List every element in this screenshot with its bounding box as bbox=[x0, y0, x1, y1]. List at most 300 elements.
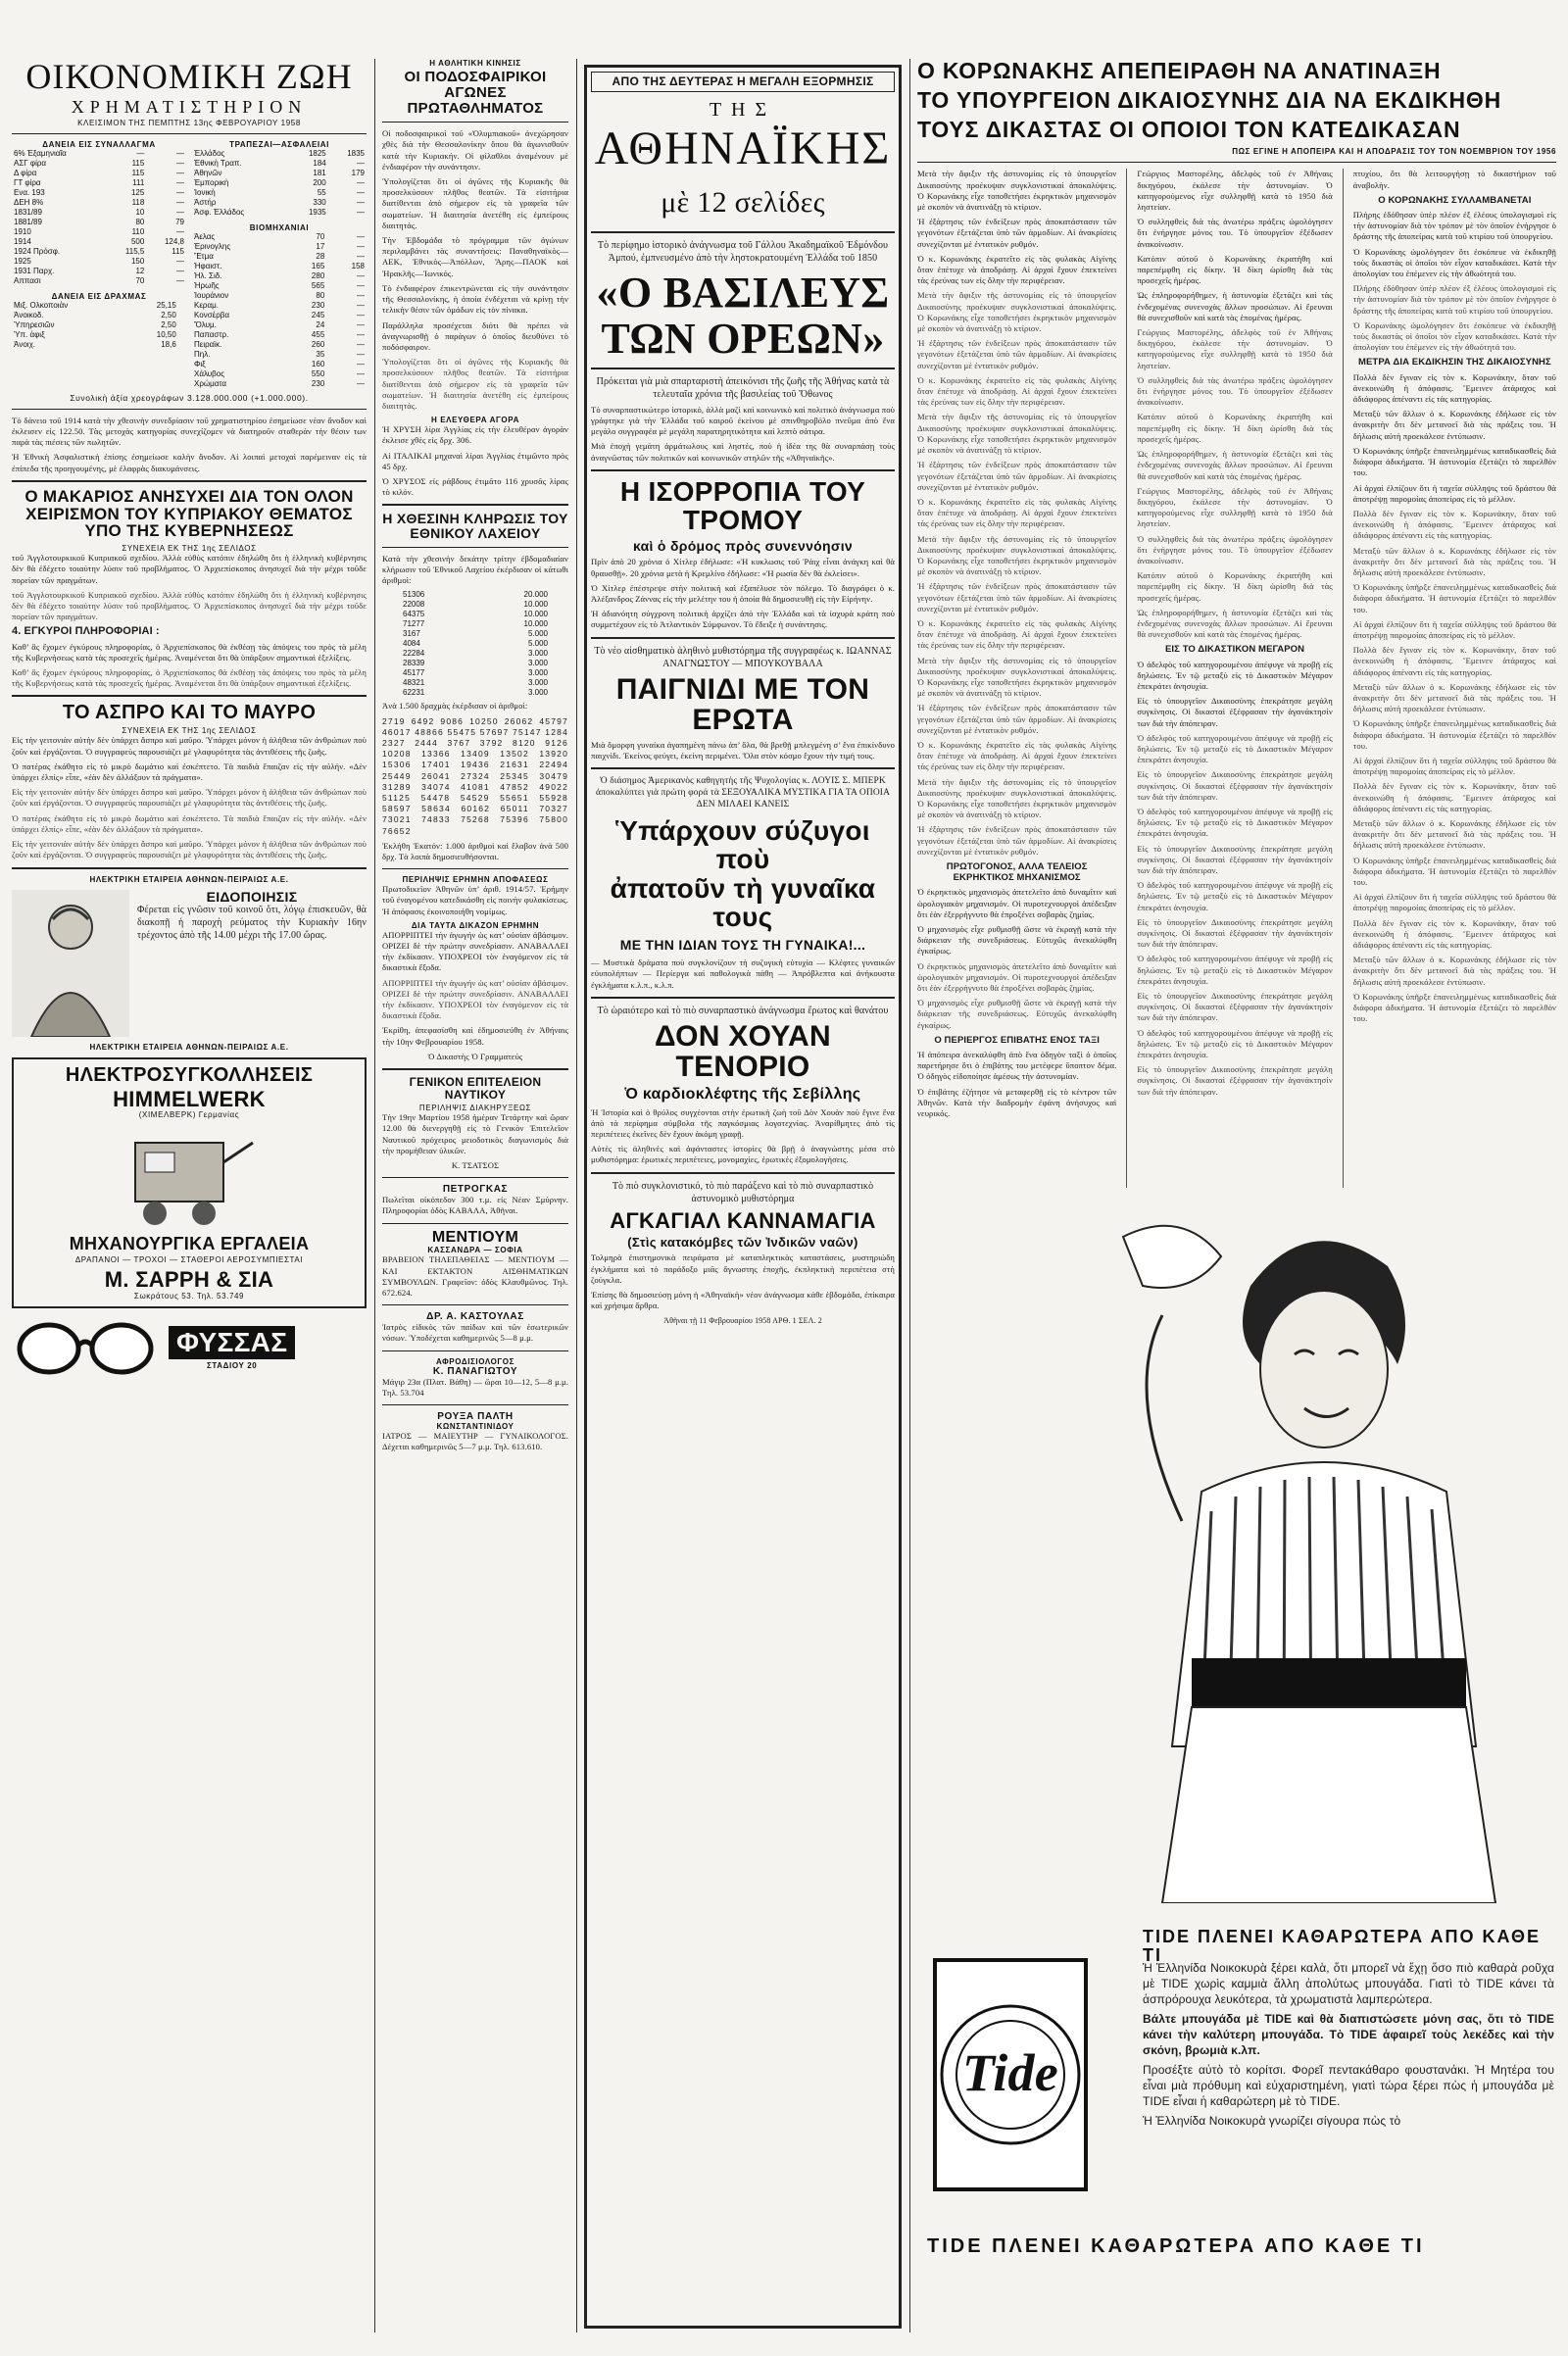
cell-value: 110 bbox=[131, 226, 145, 236]
article-subhead: Ο ΠΕΡΙΕΡΓΟΣ ΕΠΙΒΑΤΗΣ ΕΝΟΣ ΤΑΞΙ bbox=[934, 1034, 1101, 1046]
industry-row bbox=[192, 379, 367, 389]
article-subhead: ΠΡΩΤΟΓΟΝΟΣ, ΑΛΛΑ ΤΕΛΕΙΟΣ ΕΚΡΗΚΤΙΚΟΣ ΜΗΧΑΝΙΣΜΟΣ bbox=[946, 861, 1088, 884]
cell-label: Αππασι bbox=[14, 275, 41, 285]
cell-value: — bbox=[176, 148, 184, 158]
drachma-row bbox=[12, 340, 186, 350]
lottery-row bbox=[401, 659, 550, 668]
cell-value: 5.000 bbox=[527, 629, 548, 639]
cell-value: 565 bbox=[311, 280, 325, 290]
balance-of-terror-subhead: καὶ ὁ δρόμος πρὸς συνεννόησιν bbox=[632, 537, 854, 554]
article-paragraph: Γεώργιος Μαστορέλης, ἀδελφὸς τοῦ ἐν Ἀθήναις δικηγόρου, ἐκάλεσε τὴν ἀστυνομίαν. Ὁ κατηγορούμενος εἶχε συλληφθῇ κατὰ τὸ 1950 διὰ ληστείαν. bbox=[1137, 169, 1333, 213]
article-paragraph: Πολλὰ δὲν ἔγιναν εἰς τὸν κ. Κορωνάκην, ὅταν τοῦ ἀνεκοινώθη ἡ ἀπόφασις. Ἔμεινεν ἀτάραχος καὶ ἀδιάφορος ἀπέναντι εἰς τὰς κατηγορίας. bbox=[1352, 917, 1556, 951]
cell-value: 1825 bbox=[308, 148, 326, 158]
industry-row bbox=[192, 232, 367, 242]
banks-table bbox=[192, 149, 367, 218]
cell-label: Ἰονικὴ bbox=[194, 187, 216, 197]
column-athinaiki-promo bbox=[584, 59, 902, 2334]
cell-value: 260 bbox=[311, 339, 325, 349]
machine-tools-title: ΜΗΧΑΝΟΥΡΓΙΚΑ ΕΡΓΑΛΕΙΑ bbox=[69, 1233, 310, 1253]
cell-value: — bbox=[176, 275, 184, 285]
cell-value: — bbox=[357, 231, 365, 241]
cell-label: 1831/89 bbox=[14, 207, 42, 217]
cell-label: Δ φίρα bbox=[14, 168, 37, 177]
article-paragraph: Εἰς τὸ ὑπουργεῖον Δικαιοσύνης ἐπεκράτησε μεγάλη συγκίνησις. Οἱ δικασταὶ ἐξέφρασαν τὴν ἀγανάκτησίν των διὰ τὴν ἀπόπειραν. bbox=[1137, 769, 1333, 802]
cell-label: 22008 bbox=[403, 600, 425, 610]
article-paragraph: Εἰς τὸ ὑπουργεῖον Δικαιοσύνης ἐπεκράτησε μεγάλη συγκίνησις. Οἱ δικασταὶ ἐξέφρασαν τὴν ἀγανάκτησίν των διὰ τὴν ἀπόπειραν. bbox=[1137, 991, 1333, 1023]
court-paragraph: ΑΠΟΡΡΙΠΤΕΙ τὴν ἀγωγήν ὡς κατ’ οὐσίαν ἀβάσιμον. ΟΡΙΖΕΙ δὲ τὴν πρώτην συνεδρίασιν. ΑΝΑΒΑΛΛΕΙ τὴν ἐκδίκασιν. ΥΠΟΧΡΕΟΙ τὸν ἐναγόμενον εἰς τὰ δικαστικὰ ἔξοδα. bbox=[382, 977, 568, 1021]
article-paragraph: Ἡ ἐξάρτησις τῶν ἐνδείξεων πρὸς ἀποκατάστασιν τῶν γεγονότων ἐξετάζεται ὑπὸ τῶν ἁρμοδίων. Αἱ ἀνακρίσεις συνεχίζονται μὲ ἐντατικὸν ρυθμόν. bbox=[917, 217, 1117, 249]
cell-value: 184 bbox=[313, 158, 326, 168]
article-paragraph: Κατόπιν αὐτοῦ ὁ Κορωνάκης ἐκρατήθη καὶ παρεπέμφθη εἰς δίκην. Ἡ δίκη ὡρίσθη διὰ τὰς προσεχεῖς ἡμέρας. bbox=[1137, 253, 1333, 286]
cell-value: 2,50 bbox=[161, 310, 176, 319]
cell-value bbox=[178, 330, 186, 340]
article-paragraph: Ἡ ἐξάρτησις τῶν ἐνδείξεων πρὸς ἀποκατάστασιν τῶν γεγονότων ἐξετάζεται ὑπὸ τῶν ἁρμοδίων. Αἱ ἀνακρίσεις συνεχίζονται μὲ ἐντατικὸν ρυθμόν. bbox=[917, 824, 1117, 857]
cell-value: 10,50 bbox=[156, 329, 176, 339]
tide-paragraph: Ἡ Ἑλληνίδα Νοικοκυρὰ γνωρίζει σίγουρα πὼς τὸ bbox=[1143, 2114, 1401, 2129]
article-paragraph: Καθ’ ἃς ἔχομεν ἐγκύρους πληροφορίας, ὁ Ἀρχιεπίσκοπος θὰ ἐκθέσῃ τὰς ἀπόψεις του πρὸς τὰ μέλη τῆς Κυβερνήσεως κατὰ τὰς προσεχεῖς ἡμέρας. Ἀναμένεται ὅτι θὰ ὑπάρξουν σημαντικαὶ ἐξελίξεις. bbox=[12, 667, 367, 689]
electric-company-name: ΗΛΕΚΤΡΙΚΗ ΕΤΑΙΡΕΙΑ ΑΘΗΝΩΝ-ΠΕΙΡΑΙΩΣ Α.Ε. bbox=[89, 874, 289, 884]
cell-label: Ὄλυμ. bbox=[194, 319, 217, 329]
promo-paragraph: Τολμηρὰ ἐπιστημονικὰ πειράματα μὲ καταπληκτικὰς καταστάσεις, μυστηριώδη ἐγκλήματα καὶ τὸ παράδοξο μιᾶς ἄγνωστης ἐποχῆς, ἐκπληκτικὴ περιπέτεια στὴ ζούγκλα. bbox=[591, 1252, 895, 1285]
cell-value: 550 bbox=[311, 368, 325, 378]
cell-value: 200 bbox=[313, 177, 326, 187]
cell-label: 1910 bbox=[14, 226, 31, 236]
cell-label: Ἀνοικοδ. bbox=[14, 310, 44, 319]
promo-paragraph: Τὸ περίφημο ἱστορικὸ ἀνάγνωσμα τοῦ Γάλλου Ἀκαδημαϊκοῦ Ἐδμόνδου Ἀμπού, ἐμπνευσμένο ἀπὸ τὴν ληστοκρατουμένη Ἑλλάδα τοῦ 1850 bbox=[597, 240, 889, 265]
sports-paragraph: Παράλληλα προσέχεται διότι θὰ πρέπει νὰ ἀναγνωρισθῇ ὁ παράγων ὁ ὁποῖος διευθύνει τὸ ποδόσφαιρον. bbox=[382, 319, 568, 352]
promo-paragraph: Ὁ διάσημος Ἀμερικανὸς καθηγητὴς τῆς Ψυχολογίας κ. ΛΟΥΙΣ Σ. ΜΠΕΡΚ ἀποκαλύπτει γιὰ πρώτη φορά τὰ ΣΕΞΟΥΑΛΙΚΑ ΜΥΣΤΙΚΑ ΓΙΑ ΤΑ ΟΠΟΙΑ ΔΕΝ ΜΙΛΑΕΙ ΚΑΝΕΙΣ bbox=[595, 775, 891, 810]
promo-paragraph: Αὐτὲς τὶς ἀληθινὲς καὶ ἀφάνταστες ἱστορίες θὰ βρῇ ὁ ἀναγνώστης μέσα στὸ μυθιστόρημα: ἐρωτικές περιπέτειες, μονομαχίες, ἐρωτικὲς ἐξομολογήσεις. bbox=[591, 1144, 895, 1165]
lottery-intro: Κατὰ τὴν χθεσινὴν δεκάτην τρίτην ἐβδομαδιαίαν κλήρωσιν τοῦ Ἐθνικοῦ Λαχείου ἐκέρδισαν οἱ κάτωθι ἀριθμοὶ: bbox=[382, 553, 568, 586]
article-paragraph: Ὁ ἐκρηκτικὸς μηχανισμὸς ἀπετελεῖτο ἀπὸ δυναμῖτιν καὶ ὡρολογιακὸν μηχανισμόν. Οἱ πυροτεχνουργοὶ ἀπέδειξαν ὅτι ἐὰν ἐξερρήγνυτο θὰ ἐπροξένει σοβαρὰς ζημίας. bbox=[917, 887, 1117, 919]
cell-label: Ἔτμα bbox=[194, 251, 214, 261]
article-paragraph: Ὁ Κορωνάκης ὑπῆρξε ἐπανειλημμένως καταδικασθεὶς διὰ διάφορα ἀδικήματα. Ἡ ἀστυνομία ἐξετάζει τὸ παρελθόν του. bbox=[1352, 991, 1556, 1024]
lottery-note: Ἐκλήθη Ἐκατόν: 1.000 ἀριθμοὶ καὶ ἔλαβον ἀνὰ 500 δρχ. Τὰ λοιπὰ δημοσιευθήσονται. bbox=[382, 840, 568, 861]
article-paragraph: Ὁ συλληφθεὶς διὰ τὰς ἀνωτέρω πράξεις ὡμολόγησεν ὅτι ἐνήργησε μόνος του. Τὸ ὑπουργεῖον ἐξέδωσεν ἀνακοίνωσιν. bbox=[1137, 374, 1333, 408]
loan-row bbox=[12, 178, 186, 188]
industry-row bbox=[192, 291, 367, 301]
cell-value: — bbox=[357, 300, 365, 310]
agkagial-headline: ΑΓΚΑΓΙΑΛ ΚΑΝΝΑΜΑΓΙΑ bbox=[610, 1207, 876, 1233]
article-paragraph: Ὁ Κορωνάκης ὑπῆρξε ἐπανειλημμένως καταδικασθεὶς διὰ διάφορα ἀδικήματα. Ἡ ἀστυνομία ἐξετάζει τὸ παρελθόν του. bbox=[1352, 718, 1556, 751]
cell-value: — bbox=[176, 207, 184, 217]
article-paragraph: Ὁ Κορωνάκης ὑπῆρξε ἐπανειλημμένως καταδικασθεὶς διὰ διάφορα ἀδικήματα. Ἡ ἀστυνομία ἐξετάζει τὸ παρελθόν του. bbox=[1352, 582, 1556, 614]
article-paragraph: Ὁ ἀδελφὸς τοῦ κατηγορουμένου ἀπέφυγε νὰ προβῇ εἰς δηλώσεις. Ἐν τῷ μεταξὺ εἰς τὸ Δικαστικὸν Μέγαρον ἐπεκράτει ἀνησυχία. bbox=[1137, 659, 1333, 691]
article-paragraph: Εἰς τὸ ὑπουργεῖον Δικαιοσύνης ἐπεκράτησε μεγάλη συγκίνησις. Οἱ δικασταὶ ἐξέφρασαν τὴν ἀγανάκτησίν των διὰ τὴν ἀπόπειραν. bbox=[1137, 1064, 1333, 1097]
cell-value: 455 bbox=[311, 329, 325, 339]
article-paragraph: Ὁ μηχανισμὸς εἶχε ρυθμισθῇ ὥστε νὰ ἐκραγῇ κατὰ τὴν διάρκειαν τῆς συνεδριάσεως. Εὐτυχῶς ἀνεκαλύφθη ἐγκαίρως. bbox=[917, 924, 1117, 957]
article-paragraph: Μεταξὺ τῶν ἄλλων ὁ κ. Κορωνάκης ἐδήλωσε εἰς τὸν ἀνακριτὴν ὅτι δὲν μετανοεῖ διὰ τὰς πράξεις του. Ἡ δήλωσις αὐτὴ προεκάλεσε ἐντύπωσιν. bbox=[1352, 955, 1556, 987]
housewife-illustration bbox=[1103, 1198, 1515, 1903]
market-paragraph: Τὸ δάνειο τοῦ 1914 κατὰ τὴν χθεσινὴν συνεδρίασιν τοῦ χρηματιστηρίου ἐσημείωσε νέαν ἄνοδον καὶ ἐκλεισεν εἰς 122.50. Τὰς μετοχὰς κατηγορίας συνεχίζομεν νὰ διατηροῦν σταθεράν τὴν θέσιν των παρὰ τὰς πιέσεις τῶν πωλητῶν. bbox=[12, 415, 367, 448]
sports-paragraph: Τὸ ἐνδιαφέρον ἐπικεντρώνεται εἰς τὴν συνάντησιν τῆς Θεσσαλονίκης, ἡ ὁποία ἐνδέχεται νὰ κρίνῃ τὴν τελικὴν θέσιν τῶν ὁμάδων εἰς τὸν πίνακα. bbox=[382, 282, 568, 316]
cell-label: Ἰουράνιον bbox=[194, 290, 229, 300]
cell-value: 35 bbox=[316, 349, 325, 359]
cell-value: — bbox=[357, 319, 365, 329]
market-paragraph: Ἡ Ἐθνικὴ Ἀσφαλιστικὴ ἐπίσης ἐσημείωσε καλὴν ἄνοδον. Αἱ λοιπαὶ μετοχαὶ παρέμειναν εἰς τὰ ἐπίπεδα τῆς προηγουμένης, μὲ ἐλαφρὰς διακυμάνσεις. bbox=[12, 452, 367, 473]
cell-value: 55 bbox=[317, 187, 326, 197]
promo-paragraph: Ὁ Χίτλερ ἐπέστρεψε στὴν πολιτικὴ καὶ ἐξαπέλυσε τὸν πόλεμο. Τὸ διαγράφει ὁ κ. Ἀλέξανδρος Ζάννας εἰς τὴν μελέτην του ἡ ὁποία θὰ δημοσιευθῇ εἰς τὴν Εἰρήνην. bbox=[591, 582, 895, 604]
cell-value: — bbox=[357, 270, 365, 280]
article-paragraph: Μεταξὺ τῶν ἄλλων ὁ κ. Κορωνάκης ἐδήλωσε εἰς τὸν ἀνακριτὴν ὅτι δὲν μετανοεῖ διὰ τὰς πράξεις του. Ἡ δήλωσις αὐτὴ προεκάλεσε ἐντύπωσιν. bbox=[1352, 681, 1556, 714]
classified-text: ΒΡΑΒΕΙΟΝ ΤΗΛΕΠΑΘΕΙΑΣ — ΜΕΝΤΙΟΥΜ — ΚΑΙ ΕΚΤΑΚΤΟΝ ΑΙΣΘΗΜΑΤΙΚΩΝ ΣΥΜΒΟΥΛΩΝ. Γραφεῖον: ὁδὸς Κλαυθμῶνος. Τηλ. 672.624. bbox=[382, 1254, 568, 1299]
industry-row bbox=[192, 301, 367, 311]
article-paragraph: Εἰς τὸ ὑπουργεῖον Δικαιοσύνης ἐπεκράτησε μεγάλη συγκίνησις. Οἱ δικασταὶ ἐξέφρασαν τὴν ἀγανάκτησίν των διὰ τὴν ἀπόπειραν. bbox=[1137, 696, 1333, 728]
cell-value bbox=[178, 320, 186, 330]
drachma-row bbox=[12, 330, 186, 340]
article-paragraph: Πλήρης ἐδόθησαν ὑπὲρ πλέον ἐξ ἐλέους ὑπολογισμοὶ εἰς τὴν ἀστυνομίαν διὰ τὸν τρόπον μὲ τὸν ὁποῖον ἐνήργησε ὁ δράστης τῆς ἀποπείρας κατὰ τοῦ κτιρίου τοῦ ὑπουργείου. bbox=[1352, 210, 1556, 242]
cell-value: 20.000 bbox=[523, 590, 548, 600]
promo-paragraph: Ἐπίσης θὰ δημοσιεύσῃ μόνη ἡ «Ἀθηναϊκὴ» νέον ἀνάγνωσμα κάθε ἑβδομάδα, ἐπίκαιρα καὶ χρήσιμα ἄρθρα. bbox=[591, 1289, 895, 1311]
article-paragraph: Εἰς τὸ ὑπουργεῖον Δικαιοσύνης ἐπεκράτησε μεγάλη συγκίνησις. Οἱ δικασταὶ ἐξέφρασαν τὴν ἀγανάκτησίν των διὰ τὴν ἀπόπειραν. bbox=[1137, 916, 1333, 950]
loan-row bbox=[12, 149, 186, 159]
free-market-title: Η ΕΛΕΥΘΕΡΑ ΑΓΟΡΑ bbox=[431, 416, 519, 425]
cell-value: — bbox=[136, 148, 145, 158]
navy-signature: Κ. ΤΣΑΤΣΟΣ bbox=[451, 1160, 500, 1171]
bank-row bbox=[192, 159, 367, 169]
cell-label: Ἐμπορικὴ bbox=[194, 177, 229, 187]
loans-table-title: ΔΑΝΕΙΑ ΕΙΣ ΣΥΝΑΛΛΑΓΜΑ bbox=[42, 139, 156, 149]
king-of-mountains-title: «Ο ΒΑΣΙΛΕΥΣ bbox=[596, 269, 890, 318]
cell-value: 80 bbox=[316, 290, 325, 300]
lottery-table bbox=[401, 590, 550, 698]
article-paragraph: Ὁ Κορωνάκης ὑπῆρξε ἐπανειλημμένως καταδικασθεὶς διὰ διάφορα ἀδικήματα. Ἡ ἀστυνομία ἐξετάζει τὸ παρελθόν του. bbox=[1352, 445, 1556, 478]
bank-row bbox=[192, 188, 367, 198]
cell-value: — bbox=[357, 241, 365, 251]
continued-label: ΣΥΝΕΧΕΙΑ ΕΚ ΤΗΣ 1ης ΣΕΛΙΔΟΣ bbox=[122, 726, 257, 736]
article-paragraph: Μετὰ τὴν ἄφιξιν τῆς ἀστυνομίας εἰς τὸ ὑπουργεῖον Δικαιοσύνης προέκυψαν συγκλονιστικαὶ ἀποκαλύψεις. Ὁ Κορωνάκης εἶχε τοποθετήσει ἐκρηκτικὸν μηχανισμὸν μὲ σκοπὸν νὰ ἀνατινάξῃ τὸ κτίριον. bbox=[917, 776, 1117, 820]
cell-value: 158 bbox=[351, 261, 365, 270]
article-paragraph: Αἱ ἀρχαὶ ἐλπίζουν ὅτι ἡ ταχεῖα σύλληψις τοῦ δράστου θὰ ἀποτρέψῃ παρομοίας ἀποπείρας εἰς τὸ μέλλον. bbox=[1352, 892, 1556, 913]
cell-value: — bbox=[357, 368, 365, 378]
industries-table-title: ΒΙΟΜΗΧΑΝΙΑΙ bbox=[249, 222, 310, 232]
article-paragraph: Ὁ Κορωνάκης ὑπῆρξε ἐπανειλημμένως καταδικασθεὶς διὰ διάφορα ἀδικήματα. Ἡ ἀστυνομία ἐξετάζει τὸ παρελθόν του. bbox=[1352, 855, 1556, 887]
article-paragraph: Εἰς τὸ ὑπουργεῖον Δικαιοσύνης ἐπεκράτησε μεγάλη συγκίνησις. Οἱ δικασταὶ ἐξέφρασαν τὴν ἀγανάκτησίν των διὰ τὴν ἀπόπειραν. bbox=[1137, 843, 1333, 875]
market-note: Ἡ ΧΡΥΣΗ λίρα Ἀγγλίας εἰς τὴν ἐλευθέραν ἀγορὰν ἐκλεισε χθὲς εἰς δρχ. 306. bbox=[382, 424, 568, 446]
article-paragraph: Πολλὰ δὲν ἔγιναν εἰς τὸν κ. Κορωνάκην, ὅταν τοῦ ἀνεκοινώθη ἡ ἀπόφασις. Ἔμεινεν ἀτάραχος καὶ ἀδιάφορος ἀπέναντι εἰς τὰς κατηγορίας. bbox=[1352, 781, 1556, 813]
cell-value: 24 bbox=[316, 319, 325, 329]
sports-paragraph: Οἱ ποδοσφαιρικοὶ τοῦ «Ὀλυμπιακοῦ» ἀνεχώρησαν χθὲς διὰ τὴν Θεσσαλονίκην ὅπου θὰ ἀγωνισθοῦν κατὰ τὴν Κυριακήν. Οἱ φίλαθλοι ἀναμένουν μὲ ἐνδιαφέρον τὴν συνάντησιν. bbox=[382, 128, 568, 172]
worker-illustration bbox=[12, 890, 129, 1037]
tide-paragraph: Βάλτε μπουγάδα μὲ TIDE καὶ θὰ διαπιστώσετε μόνη σας, ὅτι τὸ TIDE κάνει τὴν καλύτερη μπουγάδα. Τὸ TIDE ἀφαιρεῖ τοὺς λεκέδες καὶ τὴν σκόνη, βρωμιὰ κ.λπ. bbox=[1143, 2012, 1554, 2058]
loan-row bbox=[12, 257, 186, 267]
cell-value: 3.000 bbox=[527, 668, 548, 678]
loans-table bbox=[12, 149, 186, 286]
classified-subtitle: ΚΩΝΣΤΑΝΤΙΝΙΔΟΥ bbox=[436, 1422, 514, 1432]
cell-value: 115 bbox=[172, 246, 184, 256]
king-of-mountains-title: ΤΩΝ ΟΡΕΩΝ» bbox=[601, 314, 885, 363]
koronakis-headline: ΤΟ ΥΠΟΥΡΓΕΙΟΝ ΔΙΚΑΙΟΣΥΝΗΣ ΔΙΑ ΝΑ ΕΚΔΙΚΗΘΗ bbox=[917, 87, 1502, 114]
cell-value: — bbox=[357, 158, 365, 168]
article-paragraph: Ὁ συλληφθεὶς διὰ τὰς ἀνωτέρω πράξεις ὡμολόγησεν ὅτι ἐνήργησε μόνος του. Τὸ ὑπουργεῖον ἐξέδωσεν ἀνακοίνωσιν. bbox=[1137, 533, 1333, 565]
article-paragraph: Ὁ ἀδελφὸς τοῦ κατηγορουμένου ἀπέφυγε νὰ προβῇ εἰς δηλώσεις. Ἐν τῷ μεταξὺ εἰς τὸ Δικαστικὸν Μέγαρον ἐπεκράτει ἀνησυχία. bbox=[1137, 954, 1333, 986]
football-headline: ΟΙ ΠΟΔΟΣΦΑΙΡΙΚΟΙ ΑΓΩΝΕΣ ΠΡΩΤΑΘΛΗΜΑΤΟΣ bbox=[404, 69, 547, 117]
classified-subtitle: Κ. ΠΑΝΑΓΙΩΤΟΥ bbox=[432, 1365, 518, 1377]
promo-paragraph: Τὸ συναρπαστικώτερο ἱστορικό, ἀλλὰ μαζὶ καὶ κοινωνικὸ καὶ πολιτικὸ ἀνάγνωσμα ποὺ γράφτηκε γιὰ τὴν Ἑλλάδα τοῦ καιροῦ ἐκείνου μὲ σπινθηροβόλο πνεῦμα ἀπὸ ἕνα μεγάλο συγγραφέα μὲ μεγάλη παρατηρητικότητα καὶ λεπτὸ σάτιρα. bbox=[591, 404, 895, 437]
story-paragraph: Εἰς τὴν γειτονιὰν αὐτὴν δὲν ὑπάρχει ἄσπρο καὶ μαῦρο. Ὑπάρχει μόνον ἡ ἀλήθεια τῶν ἀνθρώπων ποὺ ζοῦν καὶ ἐργάζονται. Ὁ συγγραφεὺς παρουσιάζει μὲ γλαφυρότητα τὰς ἀντιθέσεις τῆς ζωῆς. bbox=[12, 839, 367, 860]
eyeglasses-icon bbox=[12, 1314, 159, 1383]
cell-value: 111 bbox=[132, 177, 145, 187]
industry-row bbox=[192, 281, 367, 291]
cell-label: 28339 bbox=[403, 659, 425, 668]
article-paragraph: Γεώργιος Μαστορέλης, ἀδελφὸς τοῦ ἐν Ἀθήναις δικηγόρου, ἐκάλεσε τὴν ἀστυνομίαν. Ὁ κατηγορούμενος εἶχε συλληφθῇ κατὰ τὸ 1950 διὰ ληστείαν. bbox=[1137, 485, 1333, 529]
cell-value: — bbox=[357, 290, 365, 300]
loan-row bbox=[12, 247, 186, 257]
koronakis-subhead: ΠΩΣ ΕΓΙΝΕ Η ΑΠΟΠΕΙΡΑ ΚΑΙ Η ΑΠΟΔΡΑΣΙΣ ΤΟΥ ΤΟΝ ΝΟΕΜΒΡΙΟΝ ΤΟΥ 1956 bbox=[1232, 147, 1556, 157]
cell-label: 1914 bbox=[14, 236, 31, 246]
industry-row bbox=[192, 271, 367, 281]
article-paragraph: Μετὰ τὴν ἄφιξιν τῆς ἀστυνομίας εἰς τὸ ὑπουργεῖον Δικαιοσύνης προέκυψαν συγκλονιστικαὶ ἀποκαλύψεις. Ὁ Κορωνάκης εἶχε τοποθετήσει ἐκρηκτικὸν μηχανισμὸν μὲ σκοπὸν νὰ ἀνατινάξῃ τὸ κτίριον. bbox=[917, 169, 1117, 213]
cell-value: — bbox=[357, 349, 365, 359]
cell-label: 48321 bbox=[403, 678, 425, 688]
cell-value: — bbox=[176, 256, 184, 266]
industry-row bbox=[192, 350, 367, 360]
cell-value: 115 bbox=[131, 168, 145, 177]
bank-row bbox=[192, 169, 367, 178]
cell-label: Ἡφαιστ. bbox=[194, 261, 222, 270]
article-subhead: ΕΙΣ ΤΟ ΔΙΚΑΣΤΙΚΟΝ ΜΕΓΑΡΟΝ bbox=[1164, 644, 1305, 656]
lottery-row bbox=[401, 629, 550, 639]
spouses-headline: ἀπατοῦν τὴ γυναῖκα τους bbox=[610, 872, 876, 933]
article-paragraph: Μετὰ τὴν ἄφιξιν τῆς ἀστυνομίας εἰς τὸ ὑπουργεῖον Δικαιοσύνης προέκυψαν συγκλονιστικαὶ ἀποκαλύψεις. Ὁ Κορωνάκης εἶχε τοποθετήσει ἐκρηκτικὸν μηχανισμὸν μὲ σκοπὸν νὰ ἀνατινάξῃ τὸ κτίριον. bbox=[917, 290, 1117, 334]
lottery-row bbox=[401, 649, 550, 659]
article-paragraph: Ἡ ἐξάρτησις τῶν ἐνδείξεων πρὸς ἀποκατάστασιν τῶν γεγονότων ἐξετάζεται ὑπὸ τῶν ἁρμοδίων. Αἱ ἀνακρίσεις συνεχίζονται μὲ ἐντατικὸν ρυθμόν. bbox=[917, 703, 1117, 735]
article-paragraph: Ὁ συλληφθεὶς διὰ τὰς ἀνωτέρω πράξεις ὡμολόγησεν ὅτι ἐνήργησε μόνος του. Τὸ ὑπουργεῖον ἐξέδωσεν ἀνακοίνωσιν. bbox=[1137, 217, 1333, 249]
navy-paragraph: Τὴν 19ην Μαρτίου 1958 ἡμέραν Τετάρτην καὶ ὥραν 12.00 θὰ διενεργηθῇ εἰς τὸ Γενικὸν Ἐπιτελεῖον Ναυτικοῦ πρόχειρος μειοδοτικὸς διαγωνισμὸς διὰ τὴν προμήθειαν ὑλικῶν. bbox=[382, 1112, 568, 1155]
loan-row bbox=[12, 208, 186, 218]
lottery-row bbox=[401, 688, 550, 698]
glasses-ad bbox=[12, 1314, 367, 1383]
cell-value: 2,50 bbox=[161, 319, 176, 329]
drachma-row bbox=[12, 311, 186, 320]
koronakis-headline: Ο ΚΟΡΩΝΑΚΗΣ ΑΠΕΠΕΙΡΑΘΗ ΝΑ ΑΝΑΤΙΝΑΞΗ bbox=[917, 59, 1442, 83]
classified-text: ΙΑΤΡΟΣ — ΜΑΙΕΥΤΗΡ — ΓΥΝΑΙΚΟΛΟΓΟΣ. Δέχεται καθημερινῶς 5—7 μ.μ. Τηλ. 613.610. bbox=[382, 1431, 568, 1452]
story-paragraph: Ὁ πατέρας ἐκάθητο εἰς τὸ μικρὸ δωμάτιο καὶ ἐσκέπτετο. Τὰ παιδιὰ ἔπαιζαν εἰς τὴν αὐλήν. «Δὲν ὑπάρχει ἐλπίς» εἶπε, «ἐὰν δὲν ἀλλάξουν τὰ πράγματα». bbox=[12, 812, 367, 834]
cell-value: 165 bbox=[311, 261, 325, 270]
loan-row bbox=[12, 237, 186, 247]
industry-row bbox=[192, 320, 367, 330]
cell-value: 330 bbox=[313, 197, 326, 207]
cell-label: Ἀνοιχ. bbox=[14, 339, 35, 349]
cell-label: 3167 bbox=[403, 629, 420, 639]
welding-origin: (ΧΙΜΕΛΒΕΡΚ) Γερμανίας bbox=[138, 1109, 240, 1119]
cell-value bbox=[178, 340, 186, 350]
welder-machine-icon bbox=[116, 1123, 263, 1231]
bank-row bbox=[192, 198, 367, 208]
article-paragraph: Μεταξὺ τῶν ἄλλων ὁ κ. Κορωνάκης ἐδήλωσε εἰς τὸν ἀνακριτὴν ὅτι δὲν μετανοεῖ διὰ τὰς πράξεις του. Ἡ δήλωσις αὐτὴ προεκάλεσε ἐντύπωσιν. bbox=[1352, 409, 1556, 441]
article-paragraph: Μετὰ τὴν ἄφιξιν τῆς ἀστυνομίας εἰς τὸ ὑπουργεῖον Δικαιοσύνης προέκυψαν συγκλονιστικαὶ ἀποκαλύψεις. Ὁ Κορωνάκης εἶχε τοποθετήσει ἐκρηκτικὸν μηχανισμὸν μὲ σκοπὸν νὰ ἀνατινάξῃ τὸ κτίριον. bbox=[917, 533, 1117, 577]
cell-value: — bbox=[357, 197, 365, 207]
classified-title: ΔΡ. Α. ΚΑΣΤΟΥΛΑΣ bbox=[426, 1311, 524, 1323]
court-ruling-title: ΔΙΑ ΤΑΥΤΑ ΔΙΚΑΖΟΝ ΕΡΗΜΗΝ bbox=[411, 920, 540, 930]
column-sports bbox=[382, 59, 568, 1456]
market-summary: Συνολικὴ ἀξία χρεογράφων 3.128.000.000 (+1.000.000). bbox=[70, 392, 309, 403]
column-rule bbox=[576, 59, 577, 2332]
article-paragraph: Κατόπιν αὐτοῦ ὁ Κορωνάκης ἐκρατήθη καὶ παρεπέμφθη εἰς δίκην. Ἡ δίκη ὡρίσθη διὰ τὰς προσεχεῖς ἡμέρας. bbox=[1137, 412, 1333, 444]
lottery-row bbox=[401, 678, 550, 688]
cell-value: 28 bbox=[316, 251, 325, 261]
cell-label: 62231 bbox=[403, 688, 425, 698]
cell-value: 10.000 bbox=[523, 619, 548, 629]
article-subhead: 4. ΕΓΚΥΡΟΙ ΠΛΗΡΟΦΟΡΙΑΙ : bbox=[12, 625, 160, 638]
article-paragraph: Ὁ ἀδελφὸς τοῦ κατηγορουμένου ἀπέφυγε νὰ προβῇ εἰς δηλώσεις. Ἐν τῷ μεταξὺ εἰς τὸ Δικαστικὸν Μέγαρον ἐπεκράτει ἀνησυχία. bbox=[1137, 880, 1333, 912]
cell-label: 51306 bbox=[403, 590, 425, 600]
article-paragraph: Ἡ ἐξάρτησις τῶν ἐνδείξεων πρὸς ἀποκατάστασιν τῶν γεγονότων ἐξετάζεται ὑπὸ τῶν ἁρμοδίων. Αἱ ἀνακρίσεις συνεχίζονται μὲ ἐντατικὸν ρυθμόν. bbox=[917, 460, 1117, 492]
promo-banner: ΑΠΟ ΤΗΣ ΔΕΥΤΕΡΑΣ Η ΜΕΓΑΛΗ ΕΞΟΡΜΗΣΙΣ bbox=[591, 72, 895, 92]
cell-value: 124,8 bbox=[164, 236, 184, 246]
classified-title: ΡΟΥΞΑ ΠΑΛΤΗ bbox=[437, 1411, 514, 1423]
cell-value: 115,5 bbox=[124, 246, 145, 256]
court-paragraph: Ἐκρίθη, ἀπεφασίσθη καὶ ἐδημοσιεύθη ἐν Ἀθήναις τὴν 10ην Φεβρουαρίου 1958. bbox=[382, 1025, 568, 1047]
drachma-loans-table bbox=[12, 301, 186, 350]
classified-subtitle: ΚΑΣΣΑΝΔΡΑ — ΣΟΦΙΑ bbox=[427, 1246, 523, 1255]
loan-row bbox=[12, 169, 186, 178]
cell-value: 10.000 bbox=[523, 600, 548, 610]
article-paragraph: Ὡς ἐπληροφορήθημεν, ἡ ἀστυνομία ἐξετάζει καὶ τὰς ἐνδεχομένας συνενοχὰς ἄλλων προσώπων. Αἱ ἔρευναι θὰ συνεχισθοῦν καὶ κατὰ τὰς ἐπομένας ἡμέρας. bbox=[1137, 607, 1333, 640]
cell-label: 71277 bbox=[403, 619, 425, 629]
cell-value: — bbox=[357, 177, 365, 187]
balance-of-terror-headline: Η ΙΣΟΡΡΟΠΙΑ ΤΟΥ ΤΡΟΜΟΥ bbox=[619, 475, 866, 536]
cell-label: Ἀελας bbox=[194, 231, 216, 241]
article-paragraph: Αἱ ἀρχαὶ ἐλπίζουν ὅτι ἡ ταχεῖα σύλληψις τοῦ δράστου θὰ ἀποτρέψῃ παρομοίας ἀποπείρας εἰς τὸ μέλλον. bbox=[1352, 618, 1556, 640]
loan-row bbox=[12, 267, 186, 276]
tide-copy bbox=[1143, 1960, 1554, 2133]
classified-text: Μάγιρ 23α (Πλατ. Βάθη) — ὥραι 10—12, 5—8 μ.μ. Τηλ. 53.704 bbox=[382, 1376, 568, 1398]
cell-value: — bbox=[176, 226, 184, 236]
cell-value: — bbox=[176, 168, 184, 177]
banks-table-title: ΤΡΑΠΕΖΑΙ—ΑΣΦΑΛΕΙΑΙ bbox=[229, 139, 329, 149]
article-paragraph: Ὁ ἀδελφὸς τοῦ κατηγορουμένου ἀπέφυγε νὰ προβῇ εἰς δηλώσεις. Ἐν τῷ μεταξὺ εἰς τὸ Δικαστικὸν Μέγαρον ἐπεκράτει ἀνησυχία. bbox=[1137, 806, 1333, 839]
cell-value: — bbox=[357, 280, 365, 290]
don-juan-subhead: Ὁ καρδιοκλέφτης τῆς Σεβίλλης bbox=[624, 1085, 861, 1103]
article-paragraph: Πλήρης ἐδόθησαν ὑπὲρ πλέον ἐξ ἐλέους ὑπολογισμοὶ εἰς τὴν ἀστυνομίαν διὰ τὸν τρόπον μὲ τὸν ὁποῖον ἐνήργησε ὁ δράστης τῆς ἀποπείρας κατὰ τοῦ κτιρίου τοῦ ὑπουργείου. bbox=[1352, 283, 1556, 316]
article-paragraph: Πολλὰ δὲν ἔγιναν εἰς τὸν κ. Κορωνάκην, ὅταν τοῦ ἀνεκοινώθη ἡ ἀπόφασις. Ἔμεινεν ἀτάραχος καὶ ἀδιάφορος ἀπέναντι εἰς τὰς κατηγορίας. bbox=[1352, 508, 1556, 541]
article-paragraph: Ὡς ἐπληροφορήθημεν, ἡ ἀστυνομία ἐξετάζει καὶ τὰς ἐνδεχομένας συνενοχὰς ἄλλων προσώπων. Αἱ ἔρευναι θὰ συνεχισθοῦν καὶ κατὰ τὰς ἐπομένας ἡμέρας. bbox=[1137, 290, 1333, 322]
column-rule bbox=[374, 59, 375, 2332]
cell-value: 280 bbox=[311, 270, 325, 280]
loan-row bbox=[12, 198, 186, 208]
lottery-row bbox=[401, 600, 550, 610]
article-paragraph: Ὁ μηχανισμὸς εἶχε ρυθμισθῇ ὥστε νὰ ἐκραγῇ κατὰ τὴν διάρκειαν τῆς συνεδριάσεως. Εὐτυχῶς ἀνεκαλύφθη ἐγκαίρως. bbox=[917, 998, 1117, 1030]
cell-label: Ὑπηρεσιῶν bbox=[14, 319, 55, 329]
lottery-row bbox=[401, 590, 550, 600]
cell-label: 1881/89 bbox=[14, 217, 42, 226]
market-note: Ὁ ΧΡΥΣΟΣ εἰς ράβδους ἐτιμᾶτο 116 χρυσᾶς λίρας τὸ κιλόν. bbox=[382, 475, 568, 498]
article-paragraph: Ὁ ἐκρηκτικὸς μηχανισμὸς ἀπετελεῖτο ἀπὸ δυναμῖτιν καὶ ὡρολογιακὸν μηχανισμόν. Οἱ πυροτεχνουργοὶ ἀπέδειξαν ὅτι ἐὰν ἐξερρήγνυτο θὰ ἐπροξένει σοβαρὰς ζημίας. bbox=[917, 960, 1117, 994]
cell-value: — bbox=[357, 310, 365, 319]
tide-advertisement bbox=[917, 1198, 1556, 2295]
loan-row bbox=[12, 276, 186, 286]
cell-label: 64375 bbox=[403, 610, 425, 619]
story-paragraph: Εἰς τὴν γειτονιὰν αὐτὴν δὲν ὑπάρχει ἄσπρο καὶ μαῦρο. Ὑπάρχει μόνον ἡ ἀλήθεια τῶν ἀνθρώπων ποὺ ζοῦν καὶ ἐργάζονται. Ὁ συγγραφεὺς παρουσιάζει μὲ γλαφυρότητα τὰς ἀντιθέσεις τῆς ζωῆς. bbox=[12, 735, 367, 757]
cell-value: — bbox=[357, 187, 365, 197]
promo-paragraph: Τὸ νέο αἰσθηματικὸ ἀληθινὸ μυθιστόρημα τῆς συγγραφέως κ. ΙΩΑΝΝΑΣ ΑΝΑΓΝΩΣΤΟΥ — ΜΠΟΥΚΟΥΒΑΛΑ bbox=[594, 645, 892, 669]
drachma-row bbox=[12, 301, 186, 311]
court-paragraph: Πρωτοδικεῖον Ἀθηνῶν ὑπ’ ἀριθ. 1914/57. Ἐρήμην τοῦ ἐναγομένου κατεδικάσθη εἰς ποινὴν φυλακίσεως. Ἡ ἀπόφασις ἐκοινοποιήθη νομίμως. bbox=[382, 884, 568, 916]
cell-value: 118 bbox=[131, 197, 145, 207]
cell-value: — bbox=[357, 339, 365, 349]
article-paragraph: Γεώργιος Μαστορέλης, ἀδελφὸς τοῦ ἐν Ἀθήναις δικηγόρου, ἐκάλεσε τὴν ἀστυνομίαν. Ὁ κατηγορούμενος εἶχε συλληφθῇ κατὰ τὸ 1950 διὰ ληστείαν. bbox=[1137, 327, 1333, 370]
cell-value: 125 bbox=[130, 187, 145, 197]
tide-box bbox=[927, 1952, 1094, 2197]
promo-paragraph: Πρὶν ἀπὸ 20 χρόνια ὁ Χίτλερ ἐδήλωσε: «Ἡ κυκλωσις τοῦ Ῥάιχ εἶναι ἀνάγκη καὶ θὰ θραυσθῇ». 20 χρόνια μετὰ ἡ Κρεμλίνο ἐδήλωσε: «Ἡ ρωσία δὲν θὰ ἐκλείσει». bbox=[591, 557, 895, 578]
cell-value: 181 bbox=[313, 168, 326, 177]
lottery-row bbox=[401, 610, 550, 619]
column-economy bbox=[12, 59, 367, 1383]
promo-paragraph: Μιὰ ἐποχὴ γεμάτη ἀρμάτωλους καὶ ληστές, ποὺ ἡ ἰδέα της θὰ συναρπάσῃ τοὺς ἀναγνῶστας τῶν πολιτικῶν καὶ κοινωνικῶν στηλῶν τῆς «Ἀθηναϊκῆς». bbox=[591, 441, 895, 463]
cell-value: 18,6 bbox=[161, 339, 176, 349]
cell-value: 10 bbox=[135, 207, 145, 217]
bank-row bbox=[192, 208, 367, 218]
koronakis-headline: ΤΟΥΣ ΔΙΚΑΣΤΑΣ ΟΙ ΟΠΟΙΟΙ ΤΟΝ ΚΑΤΕΔΙΚΑΣΑΝ bbox=[917, 117, 1461, 143]
exchange-date: ΚΛΕΙΣΙΜΟΝ ΤΗΣ ΠΕΜΠΤΗΣ 13ης ΦΕΒΡΟΥΑΡΙΟΥ 1958 bbox=[77, 118, 301, 127]
cell-value: 230 bbox=[311, 378, 325, 388]
industry-row bbox=[192, 330, 367, 340]
cell-value: 5.000 bbox=[527, 639, 548, 649]
article-paragraph: Κατόπιν αὐτοῦ ὁ Κορωνάκης ἐκρατήθη καὶ παρεπέμφθη εἰς δίκην. Ἡ δίκη ὡρίσθη διὰ τὰς προσεχεῖς ἡμέρας. bbox=[1137, 570, 1333, 603]
navy-headline: ΓΕΝΙΚΟΝ ΕΠΙΤΕΛΕΙΟΝ ΝΑΥΤΙΚΟΥ bbox=[409, 1075, 542, 1102]
cell-value: 70 bbox=[316, 231, 325, 241]
loan-row bbox=[12, 227, 186, 237]
cell-label: Ἐθνικὴ Τραπ. bbox=[194, 158, 242, 168]
article-paragraph: Ὁ ἀδελφὸς τοῦ κατηγορουμένου ἀπέφυγε νὰ προβῇ εἰς δηλώσεις. Ἐν τῷ μεταξὺ εἰς τὸ Δικαστικὸν Μέγαρον ἐπεκράτει ἀνησυχία. bbox=[1137, 1027, 1333, 1060]
market-tables bbox=[12, 140, 367, 389]
promo-paragraph: Τὸ ὡραιότερο καὶ τὸ πιὸ συναρπαστικὸ ἀνάγνωσμα ἔρωτος καὶ θανάτου bbox=[597, 1005, 889, 1016]
cell-value: — bbox=[357, 378, 365, 388]
machine-tools-list: ΔΡΑΠΑΝΟΙ — ΤΡΟΧΟΙ — ΣΤΑΘΕΡΟΙ ΑΕΡΟΣΥΜΠΙΕΣΤΑΙ bbox=[74, 1255, 304, 1265]
loan-row bbox=[12, 188, 186, 198]
cell-value: — bbox=[176, 197, 184, 207]
classified-title: ΑΦΡΟΔΙΣΙΟΛΟΓΟΣ bbox=[435, 1356, 515, 1366]
cell-label: Ἡλ. Σιδ. bbox=[194, 270, 222, 280]
article-paragraph: Ὁ Κορωνάκης ὡμολόγησεν ὅτι ἐσκόπευε νὰ ἐκδικηθῇ τοὺς δικαστὰς οἱ ὁποῖοι τὸν εἶχον καταδικάσει. Κατὰ τὴν ἀπολογίαν του ἐπέμενεν εἰς τὴν ἀθωότητά του. bbox=[1352, 246, 1556, 279]
lottery-row bbox=[401, 619, 550, 629]
tide-footer-slogan: TIDE ΠΛΕΝΕΙ ΚΑΘΑΡΩΤΕΡΑ ΑΠΟ ΚΑΘΕ ΤΙ bbox=[927, 2235, 1425, 2258]
cell-value: 25,15 bbox=[156, 300, 176, 310]
article-paragraph: Μεταξὺ τῶν ἄλλων ὁ κ. Κορωνάκης ἐδήλωσε εἰς τὸν ἀνακριτὴν ὅτι δὲν μετανοεῖ διὰ τὰς πράξεις του. Ἡ δήλωσις αὐτὴ προεκάλεσε ἐντύπωσιν. bbox=[1352, 545, 1556, 577]
cell-label: 22284 bbox=[403, 649, 425, 659]
court-notice-title: ΠΕΡΙΛΗΨΙΣ ΕΡΗΜΗΝ ΑΠΟΦΑΣΕΩΣ bbox=[402, 875, 549, 885]
article-paragraph: τοῦ Ἀγγλοτουρκικοῦ Κυπριακοῦ σχεδίου. Ἀλλὰ εὐθὺς κατόπιν ἐδηλώθη ὅτι ἡ ἑλληνικὴ κυβέρνησις δὲν θὰ ἐδέχετο τοιαύτην λύσιν τοῦ προβλήματος. Ὁ Ἀρχιεπίσκοπος ἀνησυχεῖ διὰ τὴν μέχρι τοῦδε πορείαν τῶν πραγμάτων. bbox=[12, 589, 367, 622]
industry-row bbox=[192, 369, 367, 379]
spouses-headline: Ὑπάρχουν σύζυγοι ποὺ bbox=[615, 814, 870, 875]
notice-title: ΕΙΔΟΠΟΙΗΣΙΣ bbox=[206, 888, 298, 905]
article-paragraph: Ὁ κ. Κορωνάκης ἐκρατεῖτο εἰς τὰς φυλακὰς Αἰγίνης ὅταν ἐπέτυχε νὰ ἀποδράσῃ. Αἱ ἀρχαὶ ἔχουν ἐπεκτείνει τὰς ἐρεύνας των εἰς ὅλην τὴν περιφέρειαν. bbox=[917, 739, 1117, 772]
promo-paragraph: Πρόκειται γιὰ μιὰ σπαρταριστὴ ἀπεικόνισι τῆς ζωῆς τῆς Ἀθήνας κατὰ τὰ τελευταῖα χρόνια τῆς βασιλείας τοῦ Ὄθωνος bbox=[596, 375, 890, 400]
cell-label: Ἑλλάδος bbox=[194, 148, 225, 158]
navy-subtitle: ΠΕΡΙΛΗΨΙΣ ΔΙΑΚΗΡΥΞΕΩΣ bbox=[418, 1104, 532, 1113]
column-koronakis bbox=[917, 59, 1556, 2295]
don-juan-headline: ΔΟΝ ΧΟΥΑΝ ΤΕΝΟΡΙΟ bbox=[655, 1019, 831, 1084]
cell-label: Ἀσφ. Ἑλλάδος bbox=[194, 207, 245, 217]
article-paragraph: Ὁ ἐπιβάτης ἐζήτησε νὰ μεταφερθῇ εἰς τὸ κέντρον τῶν Ἀθηνῶν. Κατὰ τὴν διαδρομὴν ἐφάνη ἀνήσυχος καὶ νευρικός. bbox=[917, 1086, 1117, 1119]
cell-value: 3.000 bbox=[527, 688, 548, 698]
loan-row bbox=[12, 218, 186, 227]
cell-value: — bbox=[176, 266, 184, 275]
industry-row bbox=[192, 262, 367, 271]
cell-value: — bbox=[176, 187, 184, 197]
promo-pages: μὲ 12 σελίδες bbox=[661, 185, 825, 219]
athinaiki-title: ΑΘΗΝΑΪΚΗΣ bbox=[594, 122, 892, 174]
cell-value: 10.000 bbox=[523, 610, 548, 619]
article-paragraph: Ὁ ἀδελφὸς τοῦ κατηγορουμένου ἀπέφυγε νὰ προβῇ εἰς δηλώσεις. Ἐν τῷ μεταξὺ εἰς τὸ Δικαστικὸν Μέγαρον ἐπεκράτει ἀνησυχία. bbox=[1137, 732, 1333, 765]
lottery-note: Ἀνὰ 1.500 δραχμὰς ἐκέρδισαν οἱ ἀριθμοὶ: bbox=[382, 701, 528, 712]
promo-article-word: ΤΗΣ bbox=[709, 98, 777, 121]
story-paragraph: Ὁ πατέρας ἐκάθητο εἰς τὸ μικρὸ δωμάτιο καὶ ἐσκέπτετο. Τὰ παιδιὰ ἔπαιζαν εἰς τὴν αὐλήν. «Δὲν ὑπάρχει ἐλπίς» εἶπε, «ἐὰν δὲν ἀλλάξουν τὰ πράγματα». bbox=[12, 761, 367, 783]
cell-label: Ὑπ. ἀφιξ bbox=[14, 329, 45, 339]
industry-row bbox=[192, 311, 367, 320]
cell-label: ΔΕΗ 8% bbox=[14, 197, 44, 207]
